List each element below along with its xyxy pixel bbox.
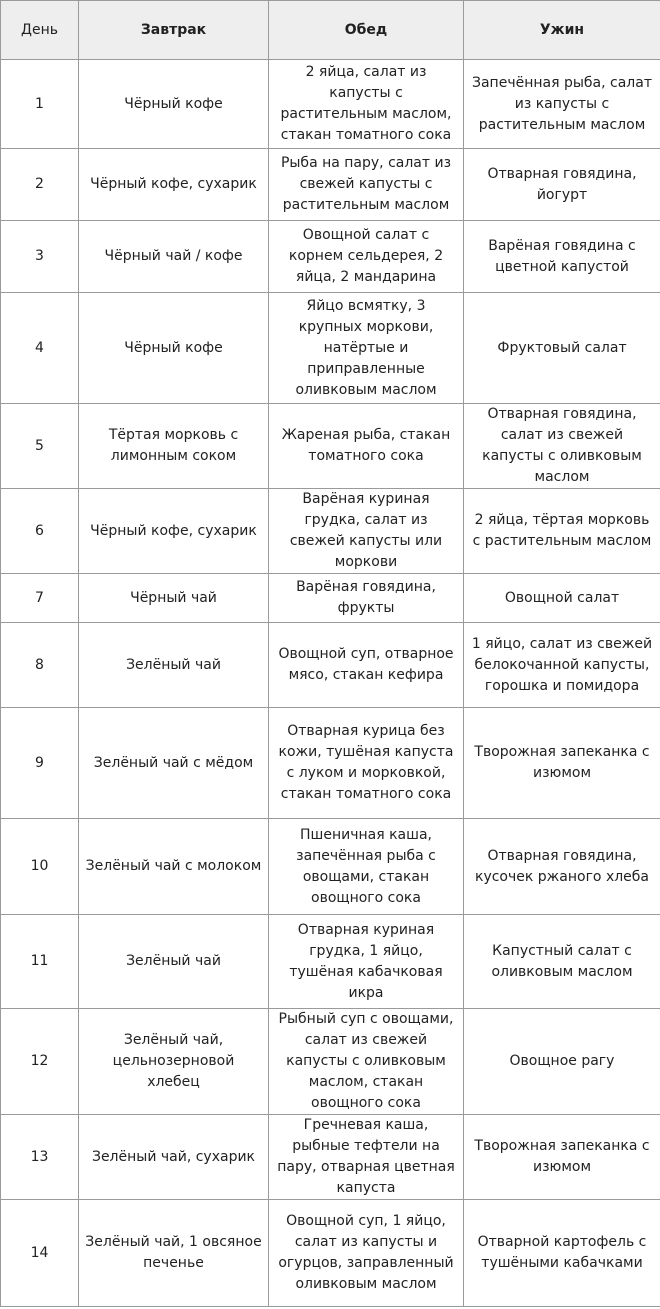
header-day: День	[1, 1, 79, 60]
dinner-cell: Отварная говядина, салат из свежей капусты с оливковым маслом	[464, 404, 660, 489]
header-lunch: Обед	[269, 1, 464, 60]
dinner-cell: Овощное рагу	[464, 1009, 660, 1115]
lunch-cell: Пшеничная каша, запечённая рыба с овощами, стакан овощного сока	[269, 819, 464, 915]
day-cell: 1	[1, 60, 79, 149]
day-cell: 14	[1, 1200, 79, 1307]
day-cell: 13	[1, 1115, 79, 1200]
dinner-cell: Творожная запеканка с изюмом	[464, 1115, 660, 1200]
breakfast-cell: Чёрный чай	[79, 574, 269, 623]
dinner-cell: Фруктовый салат	[464, 293, 660, 404]
day-cell: 4	[1, 293, 79, 404]
dinner-cell: 2 яйца, тёртая морковь с растительным маслом	[464, 489, 660, 574]
lunch-cell: Рыбный суп с овощами, салат из свежей капусты с оливковым маслом, стакан овощного сока	[269, 1009, 464, 1115]
header-row	[1, 1, 660, 60]
table-row	[1, 404, 660, 489]
table-row	[1, 1115, 660, 1200]
breakfast-cell: Чёрный кофе	[79, 293, 269, 404]
table-row	[1, 1009, 660, 1115]
lunch-cell: Отварная куриная грудка, 1 яйцо, тушёная кабачковая икра	[269, 915, 464, 1009]
header-breakfast: Завтрак	[79, 1, 269, 60]
table-row	[1, 574, 660, 623]
breakfast-cell: Зелёный чай с мёдом	[79, 708, 269, 819]
day-cell: 9	[1, 708, 79, 819]
breakfast-cell: Зелёный чай, 1 овсяное печенье	[79, 1200, 269, 1307]
dinner-cell: 1 яйцо, салат из свежей белокочанной капусты, горошка и помидора	[464, 623, 660, 708]
breakfast-cell: Чёрный чай / кофе	[79, 221, 269, 293]
dinner-cell: Варёная говядина с цветной капустой	[464, 221, 660, 293]
table-body	[1, 60, 660, 1307]
table-row	[1, 819, 660, 915]
lunch-cell: Отварная курица без кожи, тушёная капуста с луком и морковкой, стакан томатного сока	[269, 708, 464, 819]
table-row	[1, 60, 660, 149]
breakfast-cell: Чёрный кофе, сухарик	[79, 149, 269, 221]
table-row	[1, 1200, 660, 1307]
lunch-cell: Варёная куриная грудка, салат из свежей капусты или моркови	[269, 489, 464, 574]
breakfast-cell: Чёрный кофе	[79, 60, 269, 149]
table-row	[1, 708, 660, 819]
breakfast-cell: Зелёный чай	[79, 915, 269, 1009]
table-row	[1, 149, 660, 221]
breakfast-cell: Зелёный чай с молоком	[79, 819, 269, 915]
breakfast-cell: Зелёный чай, цельнозерновой хлебец	[79, 1009, 269, 1115]
breakfast-cell: Зелёный чай	[79, 623, 269, 708]
lunch-cell: 2 яйца, салат из капусты с растительным маслом, стакан томатного сока	[269, 60, 464, 149]
dinner-cell: Капустный салат с оливковым маслом	[464, 915, 660, 1009]
lunch-cell: Рыба на пару, салат из свежей капусты с растительным маслом	[269, 149, 464, 221]
lunch-cell: Овощной салат с корнем сельдерея, 2 яйца, 2 мандарина	[269, 221, 464, 293]
table-row	[1, 623, 660, 708]
day-cell: 2	[1, 149, 79, 221]
dinner-cell: Запечённая рыба, салат из капусты с растительным маслом	[464, 60, 660, 149]
lunch-cell: Овощной суп, 1 яйцо, салат из капусты и огурцов, заправленный оливковым маслом	[269, 1200, 464, 1307]
day-cell: 12	[1, 1009, 79, 1115]
lunch-cell: Овощной суп, отварное мясо, стакан кефира	[269, 623, 464, 708]
day-cell: 6	[1, 489, 79, 574]
table-row	[1, 293, 660, 404]
day-cell: 10	[1, 819, 79, 915]
table-row	[1, 489, 660, 574]
lunch-cell: Яйцо всмятку, 3 крупных моркови, натёртые и приправленные оливковым маслом	[269, 293, 464, 404]
table-row	[1, 221, 660, 293]
header-dinner: Ужин	[464, 1, 660, 60]
dinner-cell: Отварная говядина, йогурт	[464, 149, 660, 221]
dinner-cell: Отварная говядина, кусочек ржаного хлеба	[464, 819, 660, 915]
day-cell: 7	[1, 574, 79, 623]
dinner-cell: Отварной картофель с тушёными кабачками	[464, 1200, 660, 1307]
table-row	[1, 915, 660, 1009]
day-cell: 5	[1, 404, 79, 489]
day-cell: 3	[1, 221, 79, 293]
dinner-cell: Творожная запеканка с изюмом	[464, 708, 660, 819]
lunch-cell: Жареная рыба, стакан томатного сока	[269, 404, 464, 489]
dinner-cell: Овощной салат	[464, 574, 660, 623]
breakfast-cell: Чёрный кофе, сухарик	[79, 489, 269, 574]
lunch-cell: Гречневая каша, рыбные тефтели на пару, отварная цветная капуста	[269, 1115, 464, 1200]
day-cell: 11	[1, 915, 79, 1009]
day-cell: 8	[1, 623, 79, 708]
breakfast-cell: Зелёный чай, сухарик	[79, 1115, 269, 1200]
breakfast-cell: Тёртая морковь с лимонным соком	[79, 404, 269, 489]
lunch-cell: Варёная говядина, фрукты	[269, 574, 464, 623]
